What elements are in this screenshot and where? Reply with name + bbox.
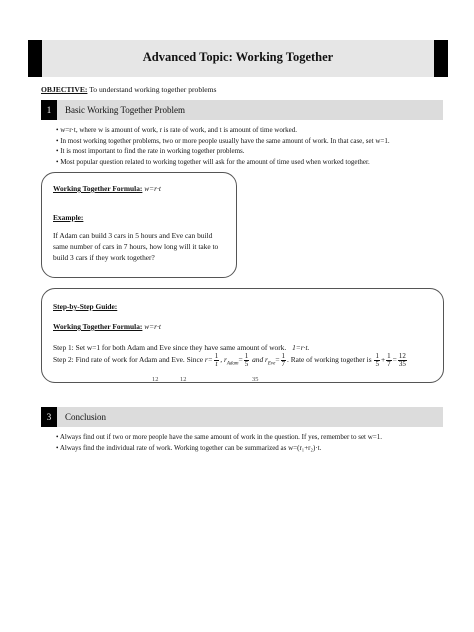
step-2-rate: . Rate of working together is	[287, 355, 372, 365]
example-heading: Example:	[53, 213, 84, 222]
list-item: • In most working together problems, two or more people usually have the same amount of work. In that case, set w=1.	[56, 136, 390, 147]
list-item: • Always find the individual rate of work. Working together can be summarized as w=(r₁+r₂)·t.	[56, 443, 382, 454]
objective	[41, 85, 216, 94]
fraction-1-over-7: $\frac{1}{7}$	[281, 352, 286, 368]
guide-formula-line	[53, 322, 161, 331]
title-right-cap	[434, 40, 448, 77]
clipped-math: 12	[180, 376, 187, 383]
clipped-math: 12	[152, 376, 159, 383]
section-1-number: 1	[41, 100, 57, 120]
formula-heading: Working Together Formula:	[53, 184, 143, 193]
section-1-header	[41, 100, 443, 120]
adam-subscript: Adam	[226, 361, 239, 367]
formula-line	[53, 184, 161, 193]
list-item: • w=r·t, where w is amount of work, r is rate of work, and t is amount of time worked.	[56, 125, 390, 136]
step-2-and: and r	[252, 355, 268, 365]
fraction-1-over-5: $\frac{1}{5}$	[375, 352, 379, 368]
fraction-1-over-t: $\frac{1}{t}$	[214, 352, 219, 368]
list-item: • Always find out if two or more people have the same amount of work in the question. If yes, remember to set w=1.	[56, 432, 382, 443]
example-line: If Adam can build 3 cars in 5 hours and Eve can build	[53, 231, 213, 240]
step-1	[53, 343, 309, 352]
section-1-title: Basic Working Together Problem	[65, 105, 186, 115]
step-2-r: r=	[204, 355, 213, 365]
objective-text: To understand working together problems	[89, 85, 217, 94]
section-3-number: 3	[41, 407, 57, 427]
fraction-12-over-35: $\frac{12}{35}$	[398, 352, 406, 368]
page-title: Advanced Topic: Working Together	[142, 50, 334, 64]
fraction-1-over-5: $\frac{1}{5}$	[244, 352, 249, 368]
eve-subscript: Eve	[267, 361, 276, 367]
step-2: Step 2: Find rate of work for Adam and Eve. Since r= $\frac{1}{t}$ , $r_{Adam}=$ $\frac{1}{5}$ and $r_{Eve}=$ $\frac{1}{7}$ . Rate of working together is $\frac{1}{5}$ + $\frac{1}{7}$ = $\frac{12}{35}$	[53, 352, 406, 368]
fraction-1-over-7: $\frac{1}{7}$	[387, 352, 391, 368]
example-line: build 3 cars if they work together?	[53, 253, 155, 262]
step-1-text: Step 1: Set w=1 for both Adam and Eve since they have same amount of work.	[53, 343, 287, 352]
example-line: same number of cars in 7 hours, how long will it take to	[53, 242, 219, 251]
list-item: • It is most important to find the rate in working together problems.	[56, 146, 390, 157]
title-bar	[28, 40, 448, 77]
section-3-bullets	[56, 432, 382, 453]
clipped-math: 35	[252, 376, 259, 383]
objective-label: OBJECTIVE:	[41, 85, 88, 94]
step-2-prefix: Step 2: Find rate of work for Adam and Eve. Since	[53, 355, 204, 365]
section-3-header	[41, 407, 443, 427]
section-3-title: Conclusion	[65, 412, 107, 422]
step-2-radam: , r	[220, 355, 227, 365]
step-1-equation: 1=r·t.	[292, 343, 310, 352]
formula-example-box	[41, 172, 237, 278]
guide-formula-text: w=r·t	[144, 322, 161, 331]
guide-formula-heading: Working Together Formula:	[53, 322, 143, 331]
list-item: • Most popular question related to working together will ask for the amount of time used when worked together.	[56, 157, 390, 168]
guide-heading: Step-by-Step Guide:	[53, 302, 118, 311]
formula-text: w=r·t	[144, 184, 161, 193]
section-1-bullets	[56, 125, 390, 167]
step-guide-box	[41, 288, 444, 383]
